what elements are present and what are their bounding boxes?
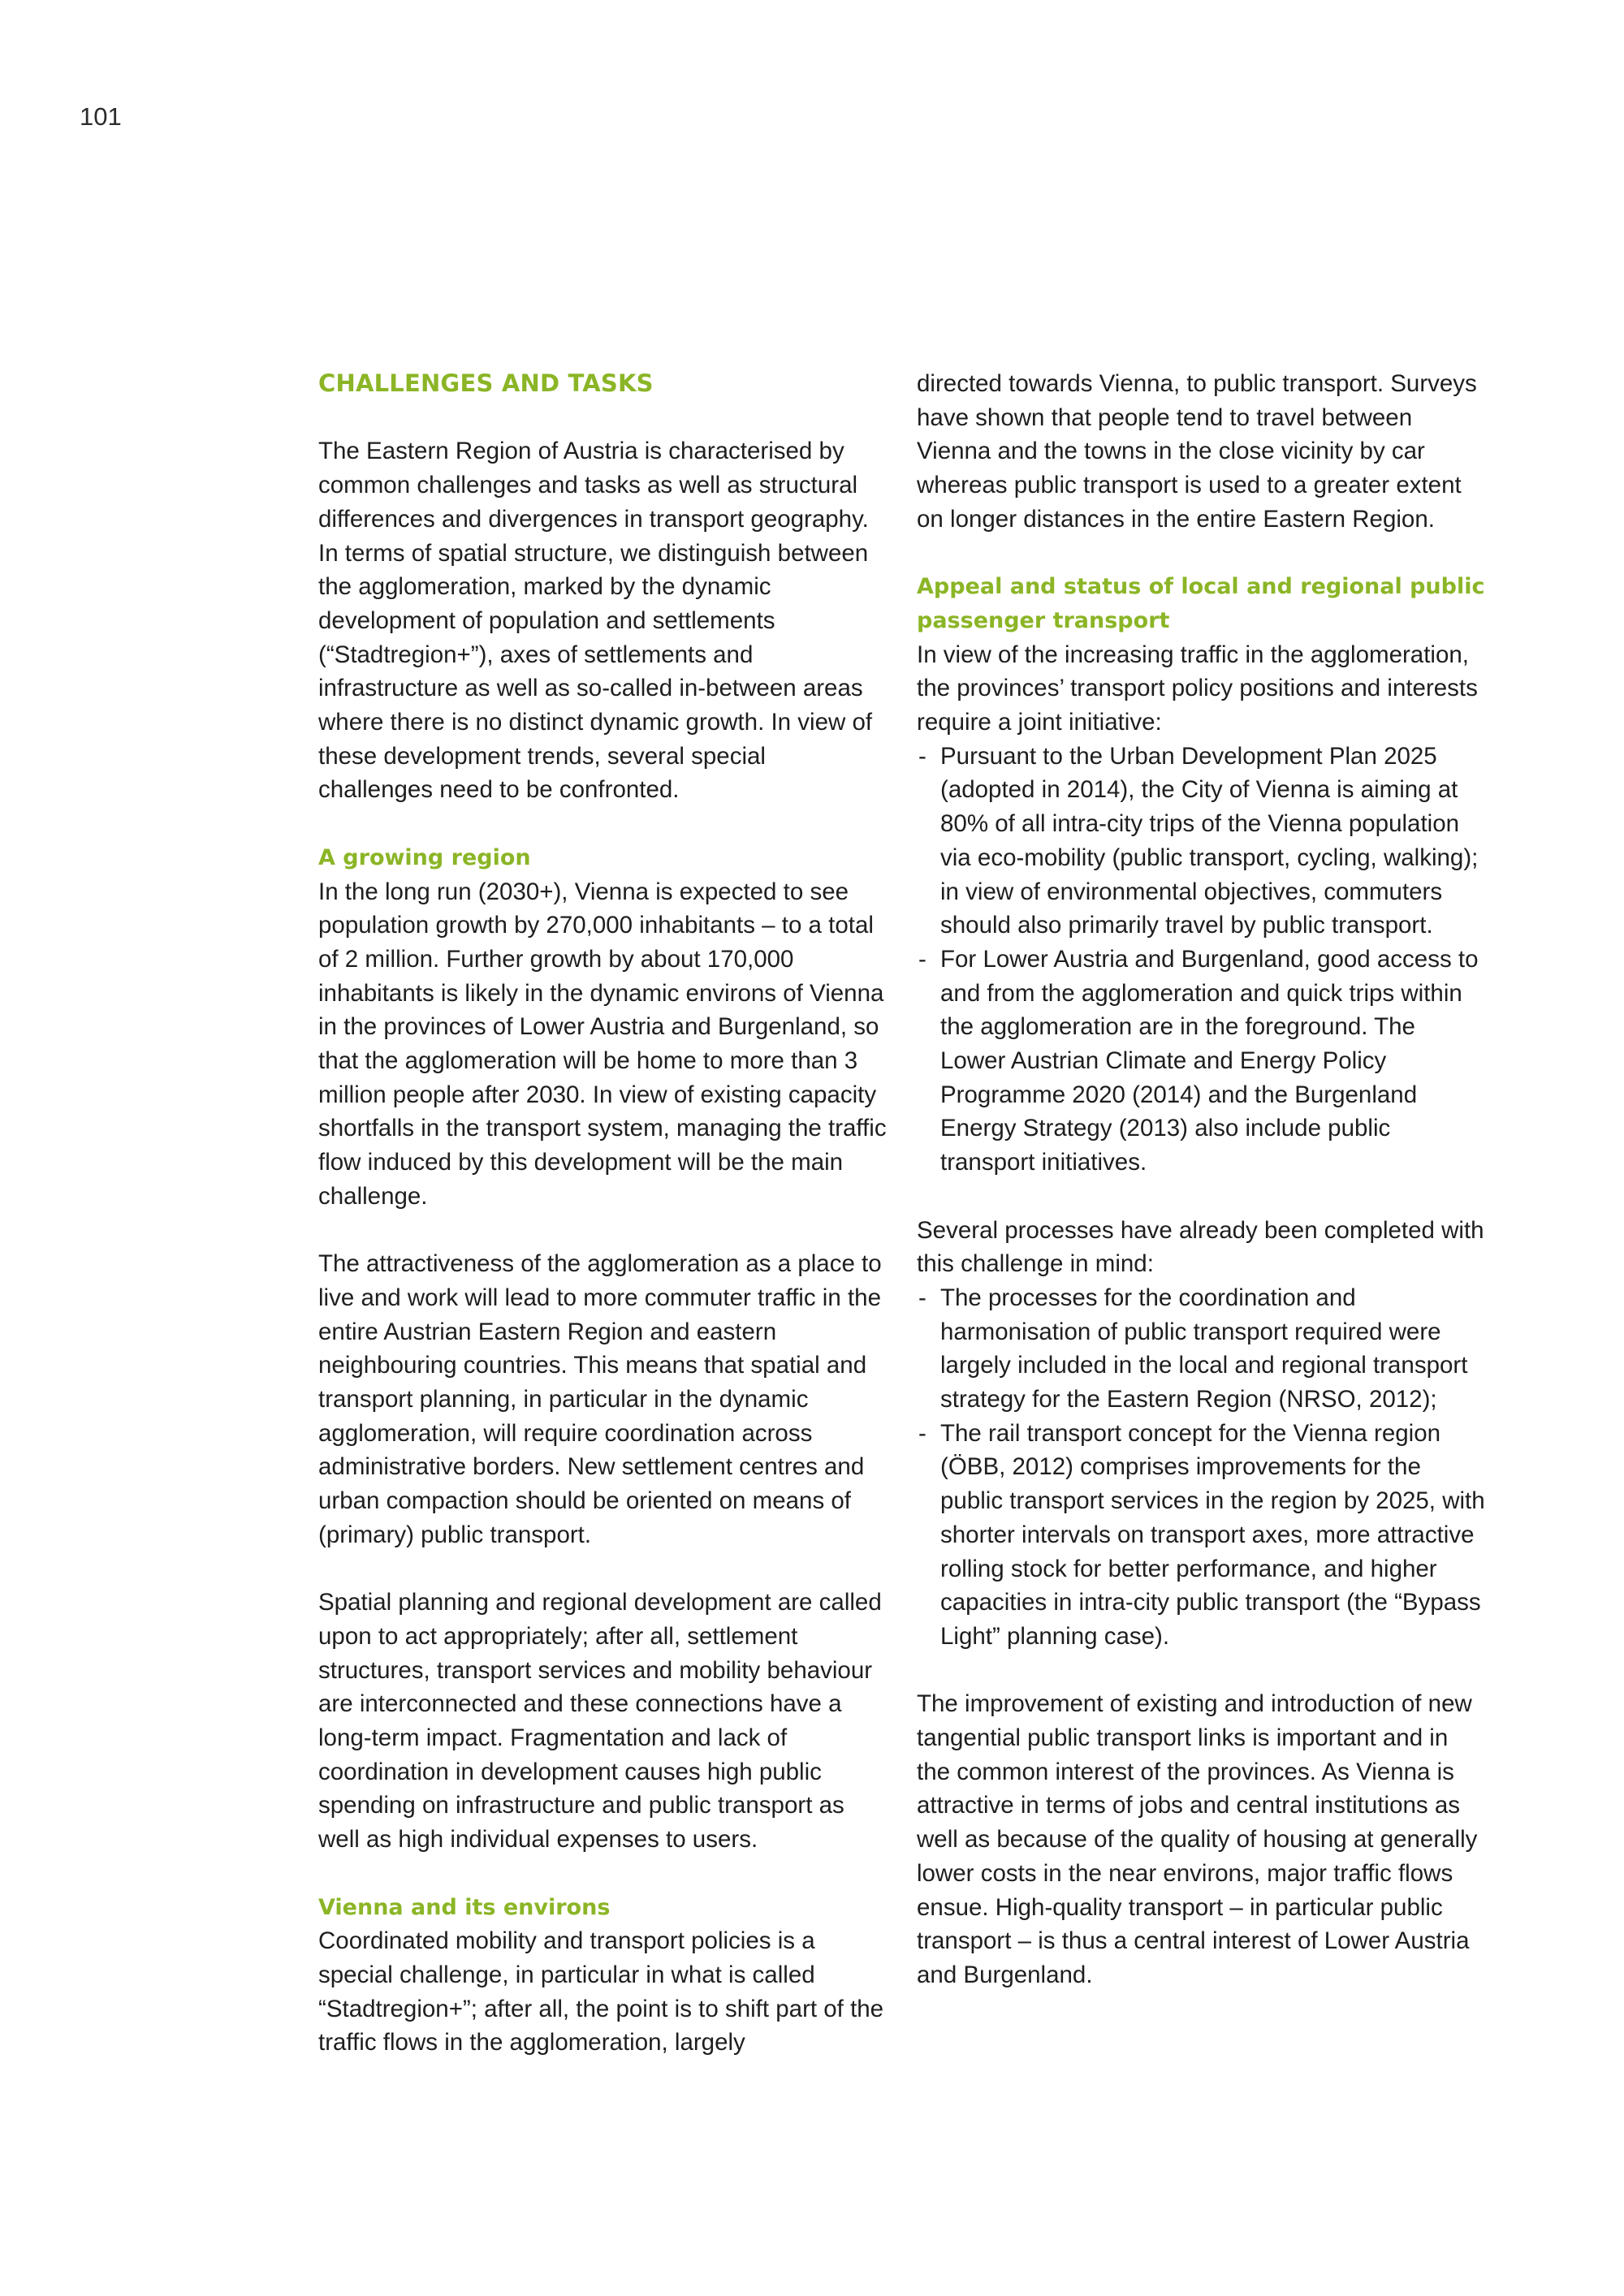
processes-list xyxy=(917,1281,1485,1654)
growing-region-paragraph-2: The attractiveness of the agglomeration as a place to live and work will lead to more commuter traffic in the entire Austrian Eastern Region and eastern neighbouring countries. This means that spatial and transport planning, in particular in the dynamic agglomeration, will require coordination across administrative borders. New settlement centres and urban compaction should be oriented on means of (primary) public transport. xyxy=(318,1250,882,1548)
list-item: - Pursuant to the Urban Development Plan 2025 (adopted in 2014), the City of Vienna is aiming at 80% of all intra-city trips of the Vienna population via eco-mobility (public transport, cycling, walking); in view of environmental objectives, commuters should also primarily travel by public transport. xyxy=(917,740,1485,943)
left-column xyxy=(318,367,887,2060)
section-heading: CHALLENGES AND TASKS xyxy=(318,369,654,397)
growing-region-heading: A growing region xyxy=(318,844,531,870)
processes-paragraph: Several processes have already been completed with this challenge in mind: xyxy=(917,1216,1484,1278)
intro-paragraph: The Eastern Region of Austria is characterised by common challenges and tasks as well as structural differences and divergences in transport geography. In terms of spatial structure, we distinguish between the agglomeration, marked by the dynamic development of population and settlements (“Stadtregion+”), axes of settlements and infrastructure as well as so-called in-between areas where there is no distinct dynamic growth. In view of these development trends, several special challenges need to be confronted. xyxy=(318,438,873,804)
appeal-list xyxy=(917,740,1485,1180)
list-item: - The rail transport concept for the Vienna region (ÖBB, 2012) comprises improvements for the public transport services in the region by 2025, with shorter intervals on transport axes, more attractive rolling stock for better performance, and higher capacities in intra-city public transport (the “Bypass Light” planning case). xyxy=(917,1417,1485,1654)
page-number: 101 xyxy=(80,102,122,131)
right-column xyxy=(917,367,1485,1992)
vienna-environs-paragraph: Coordinated mobility and transport policies is a special challenge, in particular in what is called “Stadtregion+”; after all, the point is to shift part of the traffic flows in the agglomeration, largely xyxy=(318,1927,884,2056)
continued-paragraph: directed towards Vienna, to public transport. Surveys have shown that people tend to travel between Vienna and the towns in the close vicinity by car whereas public transport is used to a greater extent on longer distances in the entire Eastern Region. xyxy=(917,370,1477,533)
appeal-paragraph: In view of the increasing traffic in the agglomeration, the provinces’ transport policy positions and interests require a joint initiative: xyxy=(917,641,1478,736)
final-paragraph: The improvement of existing and introduction of new tangential public transport links is important and in the common interest of the provinces. As Vienna is attractive in terms of jobs and central institutions as well as because of the quality of housing at generally lower costs in the near environs, major traffic flows ensue. High-quality transport – in particular public transport – is thus a central interest of Lower Austria and Burgenland. xyxy=(917,1690,1478,1988)
growing-region-paragraph-3: Spatial planning and regional development are called upon to act appropriately; after all, settlement structures, transport services and mobility behaviour are interconnected and these connections have a long-term impact. Fragmentation and lack of coordination in development causes high public spending on infrastructure and public transport as well as high individual expenses to users. xyxy=(318,1589,882,1854)
growing-region-paragraph-1: In the long run (2030+), Vienna is expected to see population growth by 270,000 inhabitants – to a total of 2 million. Further growth by about 170,000 inhabitants is likely in the dynamic environs of Vienna in the provinces of Lower Austria and Burgenland, so that the agglomeration will be home to more than 3 million people after 2030. In view of existing capacity shortfalls in the transport system, managing the traffic flow induced by this development will be the main challenge. xyxy=(318,878,887,1210)
vienna-environs-heading: Vienna and its environs xyxy=(318,1894,611,1920)
appeal-heading: Appeal and status of local and regional public passenger transport xyxy=(917,574,1485,633)
list-item: - For Lower Austria and Burgenland, good access to and from the agglomeration and quick trips within the agglomeration are in the foreground. The Lower Austrian Climate and Energy Policy Programme 2020 (2014) and the Burgenland Energy Strategy (2013) also include public transport initiatives. xyxy=(917,943,1485,1180)
list-item: - The processes for the coordination and harmonisation of public transport required were largely included in the local and regional transport strategy for the Eastern Region (NRSO, 2012); xyxy=(917,1281,1485,1417)
